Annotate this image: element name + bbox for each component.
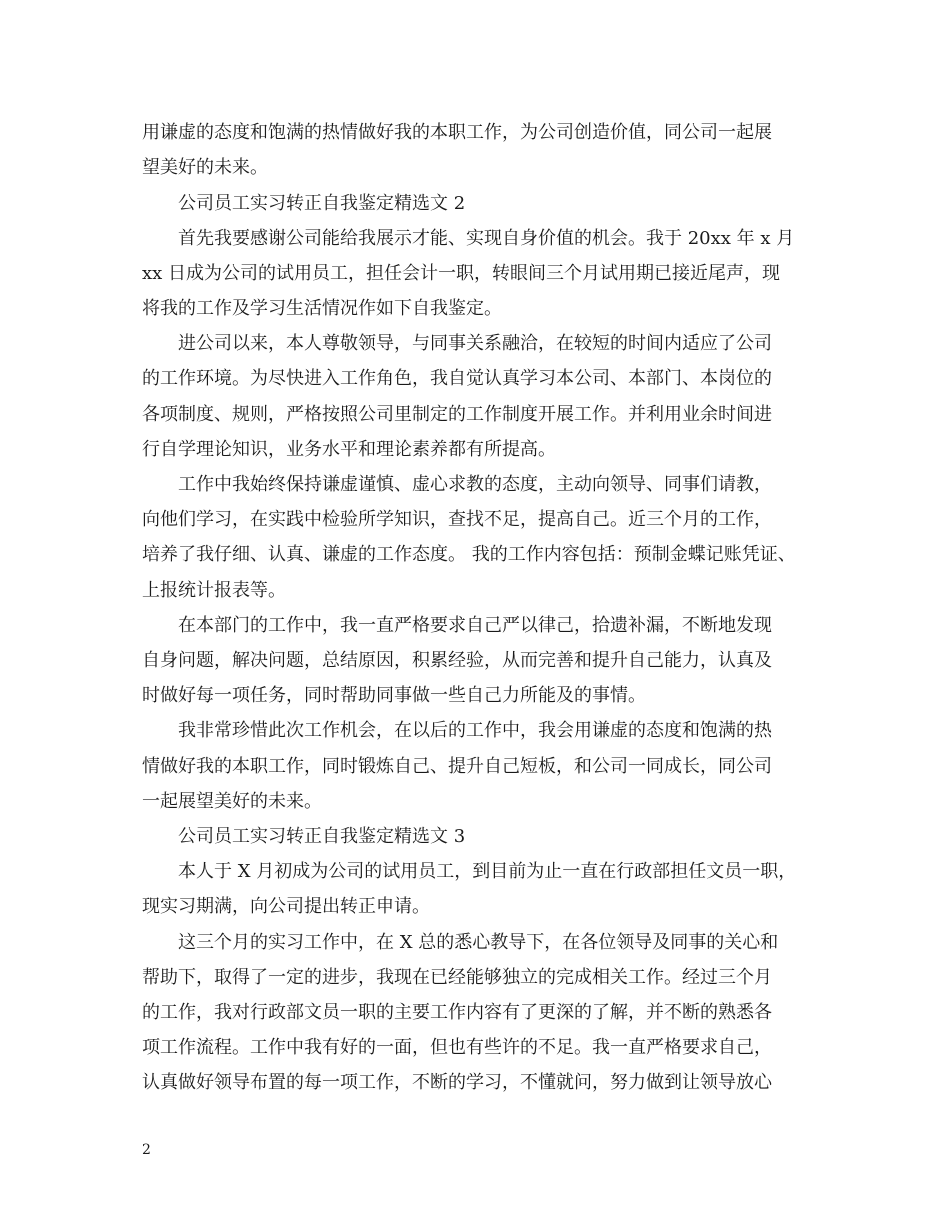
section-heading: 公司员工实习转正自我鉴定精选文 2 xyxy=(178,193,466,214)
page-number: 2 xyxy=(142,1142,151,1158)
text-line: 我非常珍惜此次工作机会，在以后的工作中，我会用谦虚的态度和饱满的热 xyxy=(178,720,772,741)
text-line: 这三个月的实习工作中，在 X 总的悉心教导下，在各位领导及同事的关心和 xyxy=(178,932,779,953)
text-line: 项工作流程。工作中我有好的一面，但也有些许的不足。我一直严格要求自己， xyxy=(142,1037,772,1058)
text-line: 用谦虚的态度和饱满的热情做好我的本职工作，为公司创造价值，同公司一起展 xyxy=(142,122,772,143)
section-heading: 公司员工实习转正自我鉴定精选文 3 xyxy=(178,826,466,847)
text-line: 一起展望美好的未来。 xyxy=(142,791,322,812)
text-line: 各项制度、规则，严格按照公司里制定的工作制度开展工作。并利用业余时间进 xyxy=(142,404,772,425)
text-line: 将我的工作及学习生活情况作如下自我鉴定。 xyxy=(142,298,502,319)
text-line: 在本部门的工作中，我一直严格要求自己严以律己，拾遗补漏，不断地发现 xyxy=(178,615,772,636)
text-line: 认真做好领导布置的每一项工作，不断的学习，不懂就问，努力做到让领导放心 xyxy=(142,1072,772,1093)
text-line: 向他们学习，在实践中检验所学知识，查找不足，提高自己。近三个月的工作， xyxy=(142,509,772,530)
text-line: 望美好的未来。 xyxy=(142,157,268,178)
text-line: 帮助下，取得了一定的进步，我现在已经能够独立的完成相关工作。经过三个月 xyxy=(142,967,772,988)
text-line: 本人于 X 月初成为公司的试用员工，到目前为止一直在行政部担任文员一职， xyxy=(178,861,797,882)
text-line: 首先我要感谢公司能给我展示才能、实现自身价值的机会。我于 20xx 年 x 月 xyxy=(178,228,795,249)
text-line: 上报统计报表等。 xyxy=(142,580,286,601)
text-line: 自身问题，解决问题，总结原因，积累经验，从而完善和提升自己能力，认真及 xyxy=(142,650,772,671)
text-line: 时做好每一项任务，同时帮助同事做一些自己力所能及的事情。 xyxy=(142,685,646,706)
text-line: 的工作，我对行政部文员一职的主要工作内容有了更深的了解，并不断的熟悉各 xyxy=(142,1002,772,1023)
text-line: 进公司以来，本人尊敬领导，与同事关系融洽，在较短的时间内适应了公司 xyxy=(178,333,772,354)
text-line: 工作中我始终保持谦虚谨慎、虚心求教的态度，主动向领导、同事们请教， xyxy=(178,474,772,495)
text-line: 情做好我的本职工作，同时锻炼自己、提升自己短板，和公司一同成长，同公司 xyxy=(142,756,772,777)
text-line: 的工作环境。为尽快进入工作角色，我自觉认真学习本公司、本部门、本岗位的 xyxy=(142,368,772,389)
text-line: 培养了我仔细、认真、谦虚的工作态度。 我的工作内容包括：预制金蝶记账凭证、 xyxy=(142,544,796,565)
text-line: xx 日成为公司的试用员工，担任会计一职，转眼间三个月试用期已接近尾声，现 xyxy=(142,263,781,284)
text-line: 现实习期满，向公司提出转正申请。 xyxy=(142,896,430,917)
text-line: 行自学理论知识，业务水平和理论素养都有所提高。 xyxy=(142,439,556,460)
